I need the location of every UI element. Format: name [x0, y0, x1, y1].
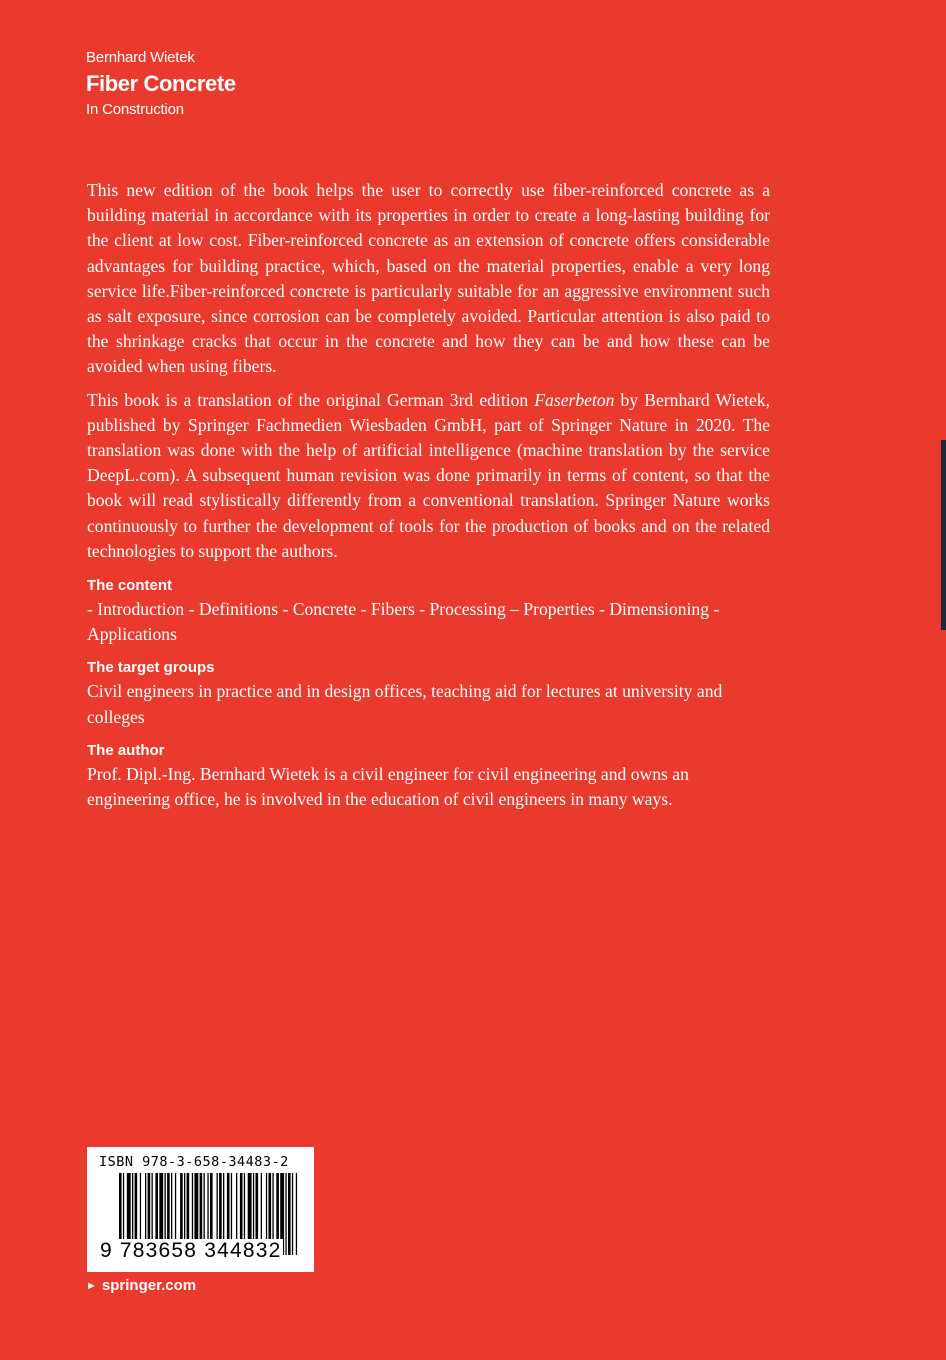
target-groups-heading: The target groups [87, 659, 215, 677]
translation-paragraph [87, 388, 770, 564]
edge-mark [941, 440, 946, 630]
target-groups-text: Civil engineers in practice and in design offices, teaching aid for lectures at university and colleges [87, 681, 723, 727]
content-heading: The content [87, 577, 172, 595]
website-text: springer.com [101, 1277, 197, 1294]
description-paragraph: This new edition of the book helps the user to correctly use fiber-reinforced concrete as a building material in accordance with its properties in order to create a long-lasting building for the client at low cost. Fiber-reinforced concrete as an extension of concrete offers considerable advantages for building practice, which, based on the material properties, enable a very long service life.Fiber-reinforced concrete is particularly suitable for an aggressive environment such as salt exposure, since corrosion can be completely avoided. Particular attention is also paid to the shrinkage cracks that occur in the concrete and how they can be and how these can be avoided when using fibers. [87, 180, 770, 377]
author-bio: Prof. Dipl.-Ing. Bernhard Wietek is a civil engineer for civil engineering and owns an engineering office, he is involved in the education of civil engineers in many ways. [87, 763, 689, 810]
ean-digits: 9 783658 344832 [100, 1239, 282, 1262]
isbn-label: ISBN 978-3-658-34483-2 [99, 1154, 289, 1170]
author-heading: The author [87, 741, 165, 759]
book-title: Fiber Concrete [86, 71, 236, 96]
content-list: - Introduction - Definitions - Concrete - Fibers - Processing – Properties - Dimensioning - Applications [87, 599, 720, 645]
translation-text-end: by Bernhard Wietek, published by Springer Fachmedien Wiesbaden GmbH, part of Springer Nature in 2020. The translation was done with the help of artificial intelligence (machine translation by the service DeepL.com). A subsequent human revision was done primarily in terms of content, so that the book will read stylistically differently from a conventional translation. Springer Nature works continuously to further the development of tools for the production of books and on the related technologies to support the authors. [87, 389, 770, 561]
translation-text-start: This book is a translation of the original German 3rd edition [87, 389, 535, 410]
author-name: Bernhard Wietek [86, 49, 195, 66]
book-subtitle: In Construction [86, 101, 184, 118]
cover-header [86, 47, 236, 121]
original-title-italic: Faserbeton [534, 389, 615, 410]
arrow-right-icon: ► [86, 1279, 97, 1292]
back-cover-blurb [87, 178, 770, 820]
isbn-barcode [87, 1147, 314, 1272]
publisher-website-link[interactable] [86, 1277, 196, 1294]
